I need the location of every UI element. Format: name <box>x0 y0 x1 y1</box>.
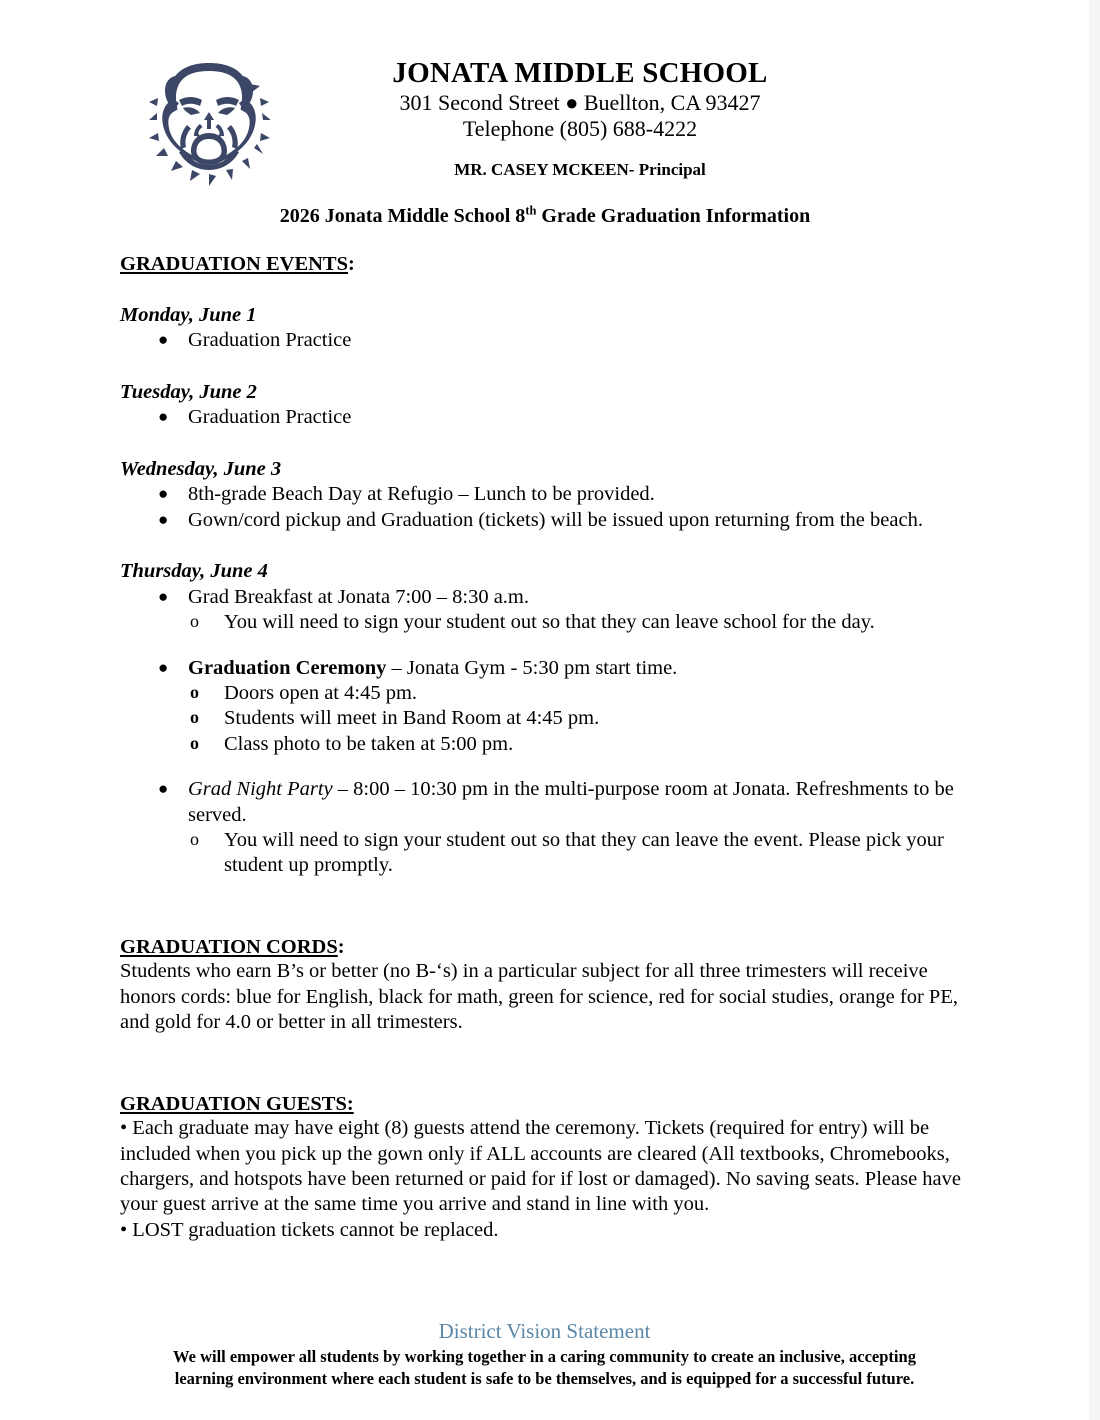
event-list-monday <box>120 328 975 353</box>
sub-bullet-icon: o <box>190 707 199 728</box>
bullet-icon: ● <box>158 657 169 677</box>
sub-event-text: You will need to sign your student out so that they can leave the event. Please pick your student up promptly. <box>224 828 944 877</box>
day-heading-wednesday: Wednesday, June 3 <box>120 457 282 480</box>
day-heading-thursday: Thursday, June 4 <box>120 560 268 583</box>
document-body <box>120 252 975 1243</box>
bullet-icon: ● <box>158 586 169 606</box>
day-heading-monday: Monday, June 1 <box>120 303 257 326</box>
sub-list-item <box>188 706 975 731</box>
sub-list <box>188 610 975 635</box>
list-item <box>120 328 975 353</box>
vision-statement-title: District Vision Statement <box>438 1319 651 1343</box>
event-text: – 8:00 – 10:30 pm in the multi-purpose room at Jonata. Refreshments to be served. <box>188 778 954 826</box>
footer <box>0 1318 1089 1390</box>
event-text: – Jonata Gym - 5:30 pm start time. <box>386 656 678 679</box>
sub-bullet-icon: o <box>190 681 199 702</box>
school-name: JONATA MIDDLE SCHOOL <box>392 57 768 89</box>
event-list-wednesday <box>120 482 975 533</box>
school-address: 301 Second Street ● Buellton, CA 93427 <box>399 90 761 115</box>
bullet-icon: ● <box>158 509 169 529</box>
cords-paragraph: Students who earn B’s or better (no B-‘s) in a particular subject for all three trimesters will receive honors cords: blue for English, black for math, green for science, red for social studies, orange for PE, and gold for 4.0 or better in all trimesters. <box>120 960 958 1034</box>
section-heading-guests-text: GRADUATION GUESTS: <box>120 1092 354 1115</box>
sub-list-item <box>188 828 975 879</box>
list-item <box>120 777 975 879</box>
sub-bullet-icon: o <box>190 732 199 753</box>
section-heading-cords-colon: : <box>337 935 345 958</box>
event-lead-italic: Grad Night Party <box>188 778 333 801</box>
day-heading-tuesday: Tuesday, June 2 <box>120 380 257 403</box>
list-item <box>120 405 975 430</box>
sub-event-text: Class photo to be taken at 5:00 pm. <box>224 732 514 755</box>
sub-bullet-icon: o <box>190 611 199 632</box>
event-list-tuesday <box>120 405 975 430</box>
section-heading-cords-text: GRADUATION CORDS <box>120 935 338 958</box>
event-text: Gown/cord pickup and Graduation (tickets) will be issued upon returning from the beach. <box>188 508 923 531</box>
event-lead-bold: Graduation Ceremony <box>188 656 387 679</box>
canvas-edge-strip <box>1089 0 1100 1420</box>
section-heading-events <box>120 252 975 277</box>
bullet-icon: ● <box>158 407 169 427</box>
event-text: Graduation Practice <box>188 329 352 352</box>
vision-statement-line-2: learning environment where each student is safe to be themselves, and is equipped for a successful future. <box>174 1369 915 1389</box>
sub-bullet-icon: o <box>190 828 199 849</box>
bullet-icon: ● <box>158 484 169 504</box>
vision-statement-line-1: We will empower all students by working together in a caring community to create an inclusive, accepting <box>173 1347 916 1367</box>
list-item <box>120 508 975 533</box>
sub-event-text: Doors open at 4:45 pm. <box>224 681 418 704</box>
event-text: 8th-grade Beach Day at Refugio – Lunch to be provided. <box>188 483 655 506</box>
school-telephone: Telephone (805) 688-4222 <box>462 116 698 141</box>
list-item <box>120 482 975 507</box>
section-heading-cords <box>120 935 975 960</box>
sub-list-item <box>188 681 975 706</box>
sub-event-text: Students will meet in Band Room at 4:45 pm. <box>224 707 600 730</box>
event-text: Grad Breakfast at Jonata 7:00 – 8:30 a.m. <box>188 585 530 608</box>
letterhead <box>0 0 1089 200</box>
guests-paragraph-2: • LOST graduation tickets cannot be replaced. <box>120 1218 499 1241</box>
list-item <box>120 585 975 636</box>
list-item <box>120 656 975 758</box>
guests-paragraph-1: • Each graduate may have eight (8) guests attend the ceremony. Tickets (required for entry) will be included when you pick up the gown only if ALL accounts are cleared (All textbooks, Chromebooks, chargers, and hotspots have been returned or paid for if lost or damaged). No saving seats. Please have your guest arrive at the same time you arrive and stand in line with you. <box>120 1117 962 1216</box>
bullet-icon: ● <box>158 330 169 350</box>
document-title <box>120 205 970 228</box>
event-text: Graduation Practice <box>188 406 352 429</box>
section-heading-events-text: GRADUATION EVENTS <box>120 253 349 275</box>
sub-list-item <box>188 610 975 635</box>
document-title-after: Grade Graduation Information <box>536 205 811 227</box>
sub-list-item <box>188 732 975 757</box>
sub-list <box>188 828 975 879</box>
event-list-thursday <box>120 585 975 879</box>
bulldog-mascot-logo <box>148 50 270 190</box>
sub-list <box>188 681 975 757</box>
document-title-superscript: th <box>525 203 537 218</box>
document-title-before: 2026 Jonata Middle School 8 <box>279 205 526 227</box>
bullet-icon: ● <box>158 779 169 799</box>
sub-event-text: You will need to sign your student out so that they can leave school for the day. <box>224 611 875 634</box>
principal-name: MR. CASEY MCKEEN- Principal <box>454 160 706 179</box>
section-heading-events-colon: : <box>348 253 355 275</box>
section-heading-guests <box>120 1092 975 1117</box>
